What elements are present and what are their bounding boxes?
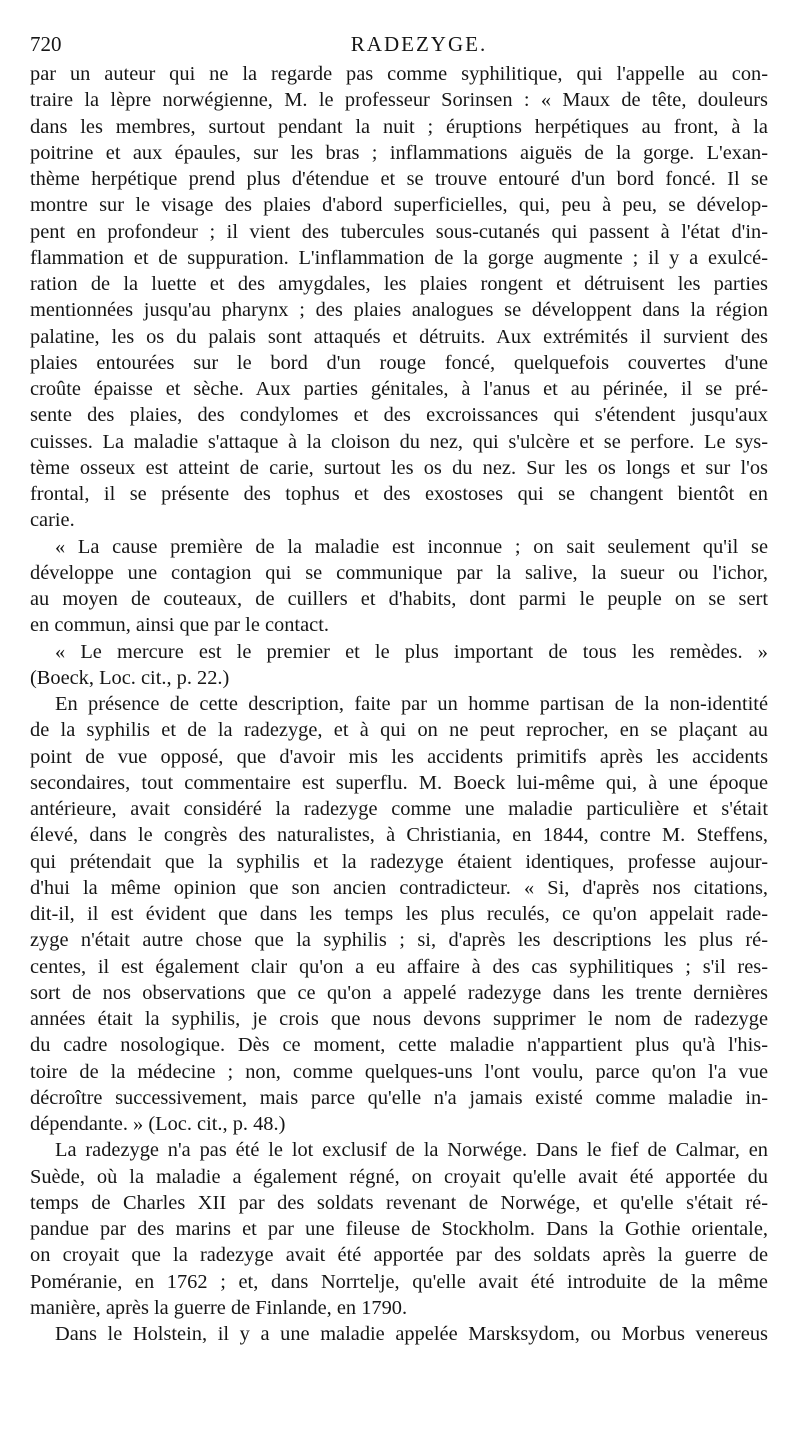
text-line: sente des plaies, des condylomes et des excroissances qui s'étendent jusqu'aux bbox=[30, 404, 768, 427]
text-line: palatine, les os du palais sont attaqués et détruits. Aux extrémités il survient des bbox=[30, 325, 768, 348]
text-line: point de vue opposé, que d'avoir mis les accidents primitifs après les accidents bbox=[30, 745, 768, 768]
text-line: thème herpétique prend plus d'étendue et se trouve entouré d'un bord foncé. Il se bbox=[30, 168, 768, 190]
text-line: cuisses. La maladie s'attaque à la cloison du nez, qui s'ulcère et se perfore. Le sys- bbox=[30, 430, 768, 453]
text-line: « La cause première de la maladie est inconnue ; on sait seulement qu'il se bbox=[55, 535, 768, 558]
text-line: La radezyge n'a pas été le lot exclusif de la Norwége. Dans le fief de Calmar, en bbox=[55, 1139, 768, 1162]
text-line: Poméranie, en 1762 ; et, dans Norrtelje, qu'elle avait été introduite de la même bbox=[30, 1270, 768, 1293]
text-line: décroître successivement, mais parce qu'elle n'a jamais existé comme maladie in- bbox=[30, 1086, 768, 1109]
book-page bbox=[30, 28, 768, 1347]
text-line: centes, il est également clair qu'on a eu affaire à des cas syphilitiques ; s'il res- bbox=[30, 955, 768, 978]
text-line: frontal, il se présente des tophus et des exostoses qui se changent bientôt en bbox=[30, 483, 768, 505]
text-line: on croyait que la radezyge avait été apportée par des soldats après la guerre de bbox=[30, 1244, 768, 1267]
text-line: dépendante. » (Loc. cit., p. 48.) bbox=[30, 1113, 286, 1135]
text-line: mentionnées jusqu'au pharynx ; des plaies analogues se développent dans la région bbox=[30, 299, 768, 322]
text-line: développe une contagion qui se communique par la salive, la sueur ou l'ichor, bbox=[30, 561, 768, 584]
page-number: 720 bbox=[30, 32, 62, 56]
text-line: Suède, où la maladie a également régné, on croyait qu'elle avait été apportée du bbox=[30, 1165, 768, 1188]
text-line: « Le mercure est le premier et le plus important de tous les remèdes. » bbox=[55, 640, 768, 663]
text-line: années était la syphilis, je crois que nous devons supprimer le nom de radezyge bbox=[30, 1008, 768, 1030]
text-line: carie. bbox=[30, 509, 75, 532]
text-line: traire la lèpre norwégienne, M. le professeur Sorinsen : « Maux de tête, douleurs bbox=[30, 89, 768, 112]
text-line: d'hui la même opinion que son ancien contradicteur. « Si, d'après nos citations, bbox=[30, 876, 768, 899]
text-line: qui prétendait que la syphilis et la radezyge étaient identiques, professe aujour- bbox=[30, 850, 768, 873]
text-line: ration de la luette et des amygdales, les plaies rongent et détruisent les parties bbox=[30, 273, 768, 295]
text-line: poitrine et aux épaules, sur les bras ; inflammations aiguës de la gorge. L'exan- bbox=[30, 141, 768, 164]
text-line: dit-il, il est évident que dans les temps les plus reculés, ce qu'on appelait rade- bbox=[30, 903, 768, 925]
text-line: tème osseux est atteint de carie, surtout les os du nez. Sur les os longs et sur l'os bbox=[30, 456, 768, 479]
body-text bbox=[30, 61, 768, 1347]
text-line: par un auteur qui ne la regarde pas comme syphilitique, qui l'appelle au con- bbox=[30, 63, 768, 85]
text-line: pandue par des marins et par une fileuse de Stockholm. Dans la Gothie orientale, bbox=[30, 1218, 768, 1240]
text-line: pent en profondeur ; il vient des tubercules sous-cutanés qui passent à l'état d'in- bbox=[30, 220, 768, 243]
text-line: au moyen de couteaux, de cuillers et d'habits, dont parmi le peuple on se sert bbox=[30, 588, 768, 610]
text-line: du cadre nosologique. Dès ce moment, cette maladie n'appartient plus qu'à l'his- bbox=[30, 1034, 768, 1057]
text-line: flammation et de suppuration. L'inflammation de la gorge augmente ; il y a exulcé- bbox=[30, 246, 768, 269]
text-line: antérieure, avait considéré la radezyge comme une maladie particulière et s'était bbox=[30, 798, 768, 820]
text-line: élevé, dans le congrès des naturalistes, à Christiania, en 1844, contre M. Steffens, bbox=[30, 824, 768, 847]
text-line: Dans le Holstein, il y a une maladie appelée Marsksydom, ou Morbus venereus bbox=[55, 1323, 768, 1345]
text-line: croûte épaisse et sèche. Aux parties génitales, à l'anus et au périnée, il se pré- bbox=[30, 378, 768, 400]
text-line: toire de la médecine ; non, comme quelques-uns l'ont voulu, parce qu'on l'a vue bbox=[30, 1060, 768, 1083]
text-line: (Boeck, Loc. cit., p. 22.) bbox=[30, 666, 230, 689]
text-line: temps de Charles XII par des soldats revenant de Norwége, et qu'elle s'était ré- bbox=[30, 1191, 768, 1214]
text-line: plaies entourées sur le bord d'un rouge foncé, quelquefois couvertes d'une bbox=[30, 351, 768, 374]
text-line: dans les membres, surtout pendant la nuit ; éruptions herpétiques au front, à la bbox=[30, 115, 768, 138]
running-head: RADEZYGE. bbox=[350, 32, 488, 56]
text-line: sort de nos observations que ce qu'on a appelé radezyge dans les trente dernières bbox=[30, 981, 768, 1004]
text-line: en commun, ainsi que par le contact. bbox=[30, 614, 329, 637]
text-line: zyge n'était autre chose que la syphilis ; si, d'après les descriptions les plus ré- bbox=[30, 929, 768, 952]
text-line: secondaires, tout commentaire est superflu. M. Boeck lui-même qui, à une époque bbox=[30, 771, 768, 794]
page-header bbox=[30, 28, 768, 60]
text-line: montre sur le visage des plaies d'abord superficielles, qui, peu à peu, se dévelop- bbox=[30, 194, 768, 217]
text-line: En présence de cette description, faite par un homme partisan de la non-identité bbox=[55, 693, 768, 715]
text-line: de la syphilis et de la radezyge, et à qui on ne peut reprocher, en se plaçant au bbox=[30, 719, 768, 742]
text-line: manière, après la guerre de Finlande, en 1790. bbox=[30, 1296, 408, 1319]
